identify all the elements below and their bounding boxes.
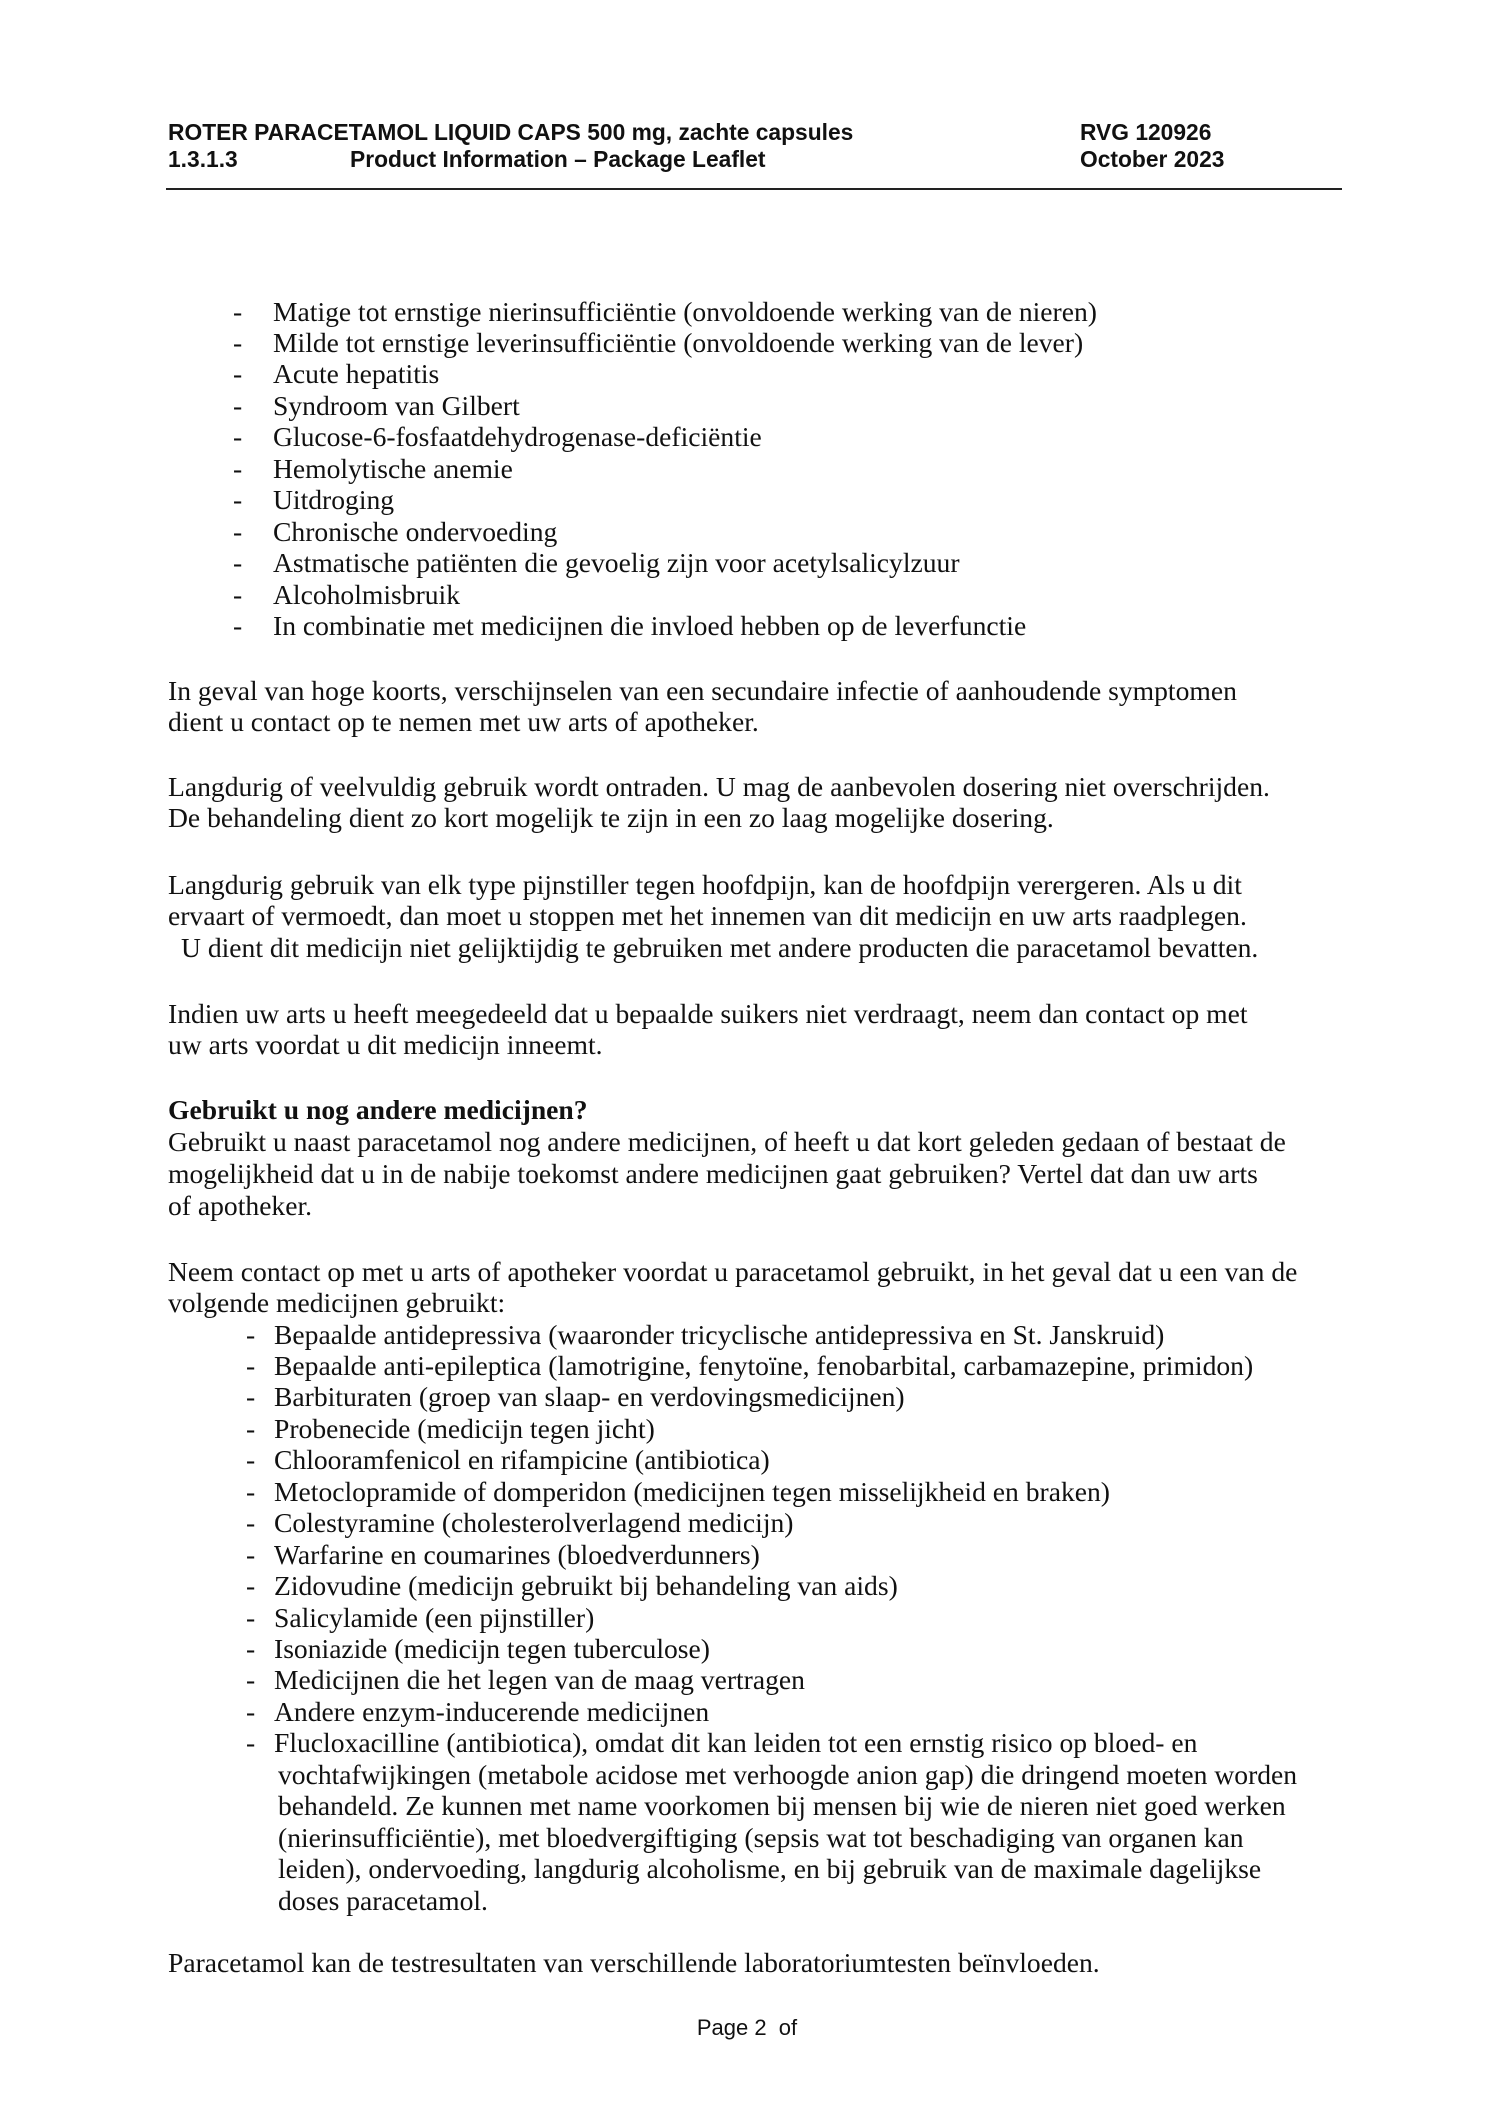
list-item-continuation: vochtafwijkingen (metabole acidose met verhoogde anion gap) die dringend moeten worden xyxy=(278,1758,1298,1790)
paragraph-line: In geval van hoge koorts, verschijnselen van een secundaire infectie of aanhoudende symptomen xyxy=(168,674,1237,706)
list-item-text: Matige tot ernstige nierinsufficiëntie (onvoldoende werking van de nieren) xyxy=(273,295,1097,327)
list-item-text: Uitdroging xyxy=(273,484,395,516)
paragraph-line: De behandeling dient zo kort mogelijk te zijn in een zo laag mogelijke dosering. xyxy=(168,802,1054,834)
other-medicines-section xyxy=(168,1094,1286,1222)
list-item xyxy=(168,1602,1297,1633)
document-date: October 2023 xyxy=(1080,145,1225,172)
list-item-text: Medicijnen die het legen van de maag vertragen xyxy=(274,1664,805,1696)
bullet-dash: - xyxy=(233,327,243,359)
bullet-dash: - xyxy=(233,484,243,516)
lab-paragraph xyxy=(168,1947,1100,1978)
list-item xyxy=(168,1570,1297,1601)
list-item xyxy=(168,1444,1297,1475)
bullet-dash: - xyxy=(246,1475,256,1507)
list-item xyxy=(168,1507,1297,1538)
list-item-text: Zidovudine (medicijn gebruikt bij behandeling van aids) xyxy=(274,1570,898,1602)
bullet-dash: - xyxy=(246,1318,256,1350)
bullet-dash: - xyxy=(233,389,243,421)
bullet-dash: - xyxy=(246,1570,256,1602)
list-item-text: Syndroom van Gilbert xyxy=(273,389,520,421)
bullet-dash: - xyxy=(233,358,243,390)
bullet-dash: - xyxy=(233,609,243,641)
list-item-text: Alcoholmisbruik xyxy=(273,578,461,610)
paragraph-line: of apotheker. xyxy=(168,1190,313,1221)
product-title: ROTER PARACETAMOL LIQUID CAPS 500 mg, zachte capsules xyxy=(168,118,854,145)
bullet-dash: - xyxy=(246,1664,256,1696)
list-item xyxy=(168,1633,1297,1664)
list-item-text: Colestyramine (cholesterolverlagend medicijn) xyxy=(274,1507,794,1539)
list-item-continuation: doses paracetamol. xyxy=(278,1884,488,1916)
section-heading: Gebruikt u nog andere medicijnen? xyxy=(168,1094,588,1125)
bullet-dash: - xyxy=(233,452,243,484)
list-item xyxy=(168,1664,1297,1695)
paragraph-line: Langdurig of veelvuldig gebruik wordt ontraden. U mag de aanbevolen dosering niet overschrijden. xyxy=(168,770,1270,802)
bullet-dash: - xyxy=(233,515,243,547)
bullet-dash: - xyxy=(246,1350,256,1382)
list-item xyxy=(168,1696,1297,1727)
paragraph-line: dient u contact op te nemen met uw arts of apotheker. xyxy=(168,705,759,737)
list-item-text: Chlooramfenicol en rifampicine (antibiotica) xyxy=(274,1444,770,1476)
bullet-dash: - xyxy=(246,1632,256,1664)
bullet-dash: - xyxy=(246,1444,256,1476)
list-item-text: Chronische ondervoeding xyxy=(273,515,558,547)
bullet-dash: - xyxy=(246,1601,256,1633)
bullet-dash: - xyxy=(246,1412,256,1444)
interactions-section xyxy=(168,1256,1297,1916)
bullet-dash: - xyxy=(233,578,243,610)
list-item-continuation: (nierinsufficiëntie), met bloedvergiftiging (sepsis wat tot beschadiging van organen kan xyxy=(278,1821,1244,1853)
list-item-text: Metoclopramide of domperidon (medicijnen tegen misselijkheid en braken) xyxy=(274,1475,1110,1507)
list-item xyxy=(168,1539,1297,1570)
registration-number: RVG 120926 xyxy=(1080,118,1212,145)
long-use-paragraph xyxy=(168,771,1270,834)
list-item-text: Glucose-6-fosfaatdehydrogenase-deficiëntie xyxy=(273,421,762,453)
headache-paragraph xyxy=(168,869,1258,963)
list-item xyxy=(168,1727,1297,1758)
list-item-text: Warfarine en coumarines (bloedverdunners) xyxy=(274,1538,760,1570)
list-item-continuation: behandeld. Ze kunnen met name voorkomen bij mensen bij wie de nieren niet goed werken xyxy=(278,1790,1286,1822)
section-number: 1.3.1.3 xyxy=(168,145,238,172)
paragraph-line: Indien uw arts u heeft meegedeeld dat u bepaalde suikers niet verdraagt, neem dan contact op met xyxy=(168,997,1248,1029)
list-item-text: Bepaalde antidepressiva (waaronder tricyclische antidepressiva en St. Janskruid) xyxy=(274,1318,1165,1350)
list-item-text: Barbituraten (groep van slaap- en verdovingsmedicijnen) xyxy=(274,1381,905,1413)
bullet-dash: - xyxy=(233,547,243,579)
section-title: Product Information – Package Leaflet xyxy=(350,145,766,172)
list-item xyxy=(168,1413,1297,1444)
list-item-text: Salicylamide (een pijnstiller) xyxy=(274,1601,595,1633)
list-item-continuation: leiden), ondervoeding, langdurig alcoholisme, en bij gebruik van de maximale dagelijkse xyxy=(278,1853,1262,1885)
list-item xyxy=(168,1350,1297,1381)
bullet-dash: - xyxy=(246,1507,256,1539)
paragraph-line: ervaart of vermoedt, dan moet u stoppen met het innemen van dit medicijn en uw arts raadplegen. xyxy=(168,900,1247,932)
paragraph-line: Langdurig gebruik van elk type pijnstiller tegen hoofdpijn, kan de hoofdpijn verergeren. Als u dit xyxy=(168,868,1242,900)
bullet-dash: - xyxy=(246,1727,256,1759)
list-item xyxy=(168,1319,1297,1350)
list-item-text: Hemolytische anemie xyxy=(273,452,513,484)
list-item xyxy=(168,1476,1297,1507)
list-item-text: Isoniazide (medicijn tegen tuberculose) xyxy=(274,1632,710,1664)
list-item-text: Flucloxacilline (antibiotica), omdat dit kan leiden tot een ernstig risico op bloed- en xyxy=(274,1727,1198,1759)
paragraph-line: volgende medicijnen gebruikt: xyxy=(168,1287,506,1319)
paragraph-line: Neem contact op met u arts of apotheker voordat u paracetamol gebruikt, in het geval dat u een van de xyxy=(168,1255,1298,1287)
fever-paragraph xyxy=(168,675,1237,738)
bullet-dash: - xyxy=(233,421,243,453)
page-number: Page 2 of xyxy=(696,2015,798,2040)
list-item-text: Probenecide (medicijn tegen jicht) xyxy=(274,1412,655,1444)
paragraph-line: Gebruikt u naast paracetamol nog andere medicijnen, of heeft u dat kort geleden gedaan of bestaat de xyxy=(168,1126,1286,1157)
paragraph-line: Paracetamol kan de testresultaten van verschillende laboratoriumtesten beïnvloeden. xyxy=(168,1947,1100,1978)
list-item-text: Acute hepatitis xyxy=(273,358,440,390)
paragraph-line: uw arts voordat u dit medicijn inneemt. xyxy=(168,1029,603,1061)
bullet-dash: - xyxy=(246,1538,256,1570)
list-item xyxy=(168,1381,1297,1412)
list-item-text: Andere enzym-inducerende medicijnen xyxy=(274,1695,710,1727)
paragraph-line: U dient dit medicijn niet gelijktijdig te gebruiken met andere producten die paracetamol bevatten. xyxy=(181,931,1259,963)
paragraph-line: mogelijkheid dat u in de nabije toekomst andere medicijnen gaat gebruiken? Vertel dat dan uw arts xyxy=(168,1158,1258,1189)
bullet-dash: - xyxy=(246,1695,256,1727)
bullet-dash: - xyxy=(246,1381,256,1413)
list-item-text: In combinatie met medicijnen die invloed hebben op de leverfunctie xyxy=(273,609,1027,641)
header-divider xyxy=(166,188,1342,190)
list-item-text: Astmatische patiënten die gevoelig zijn voor acetylsalicylzuur xyxy=(273,547,960,579)
sugars-paragraph xyxy=(168,998,1248,1061)
list-item-text: Milde tot ernstige leverinsufficiëntie (onvoldoende werking van de lever) xyxy=(273,327,1084,359)
list-item-text: Bepaalde anti-epileptica (lamotrigine, fenytoïne, fenobarbital, carbamazepine, primidon) xyxy=(274,1350,1254,1382)
bullet-dash: - xyxy=(233,295,243,327)
